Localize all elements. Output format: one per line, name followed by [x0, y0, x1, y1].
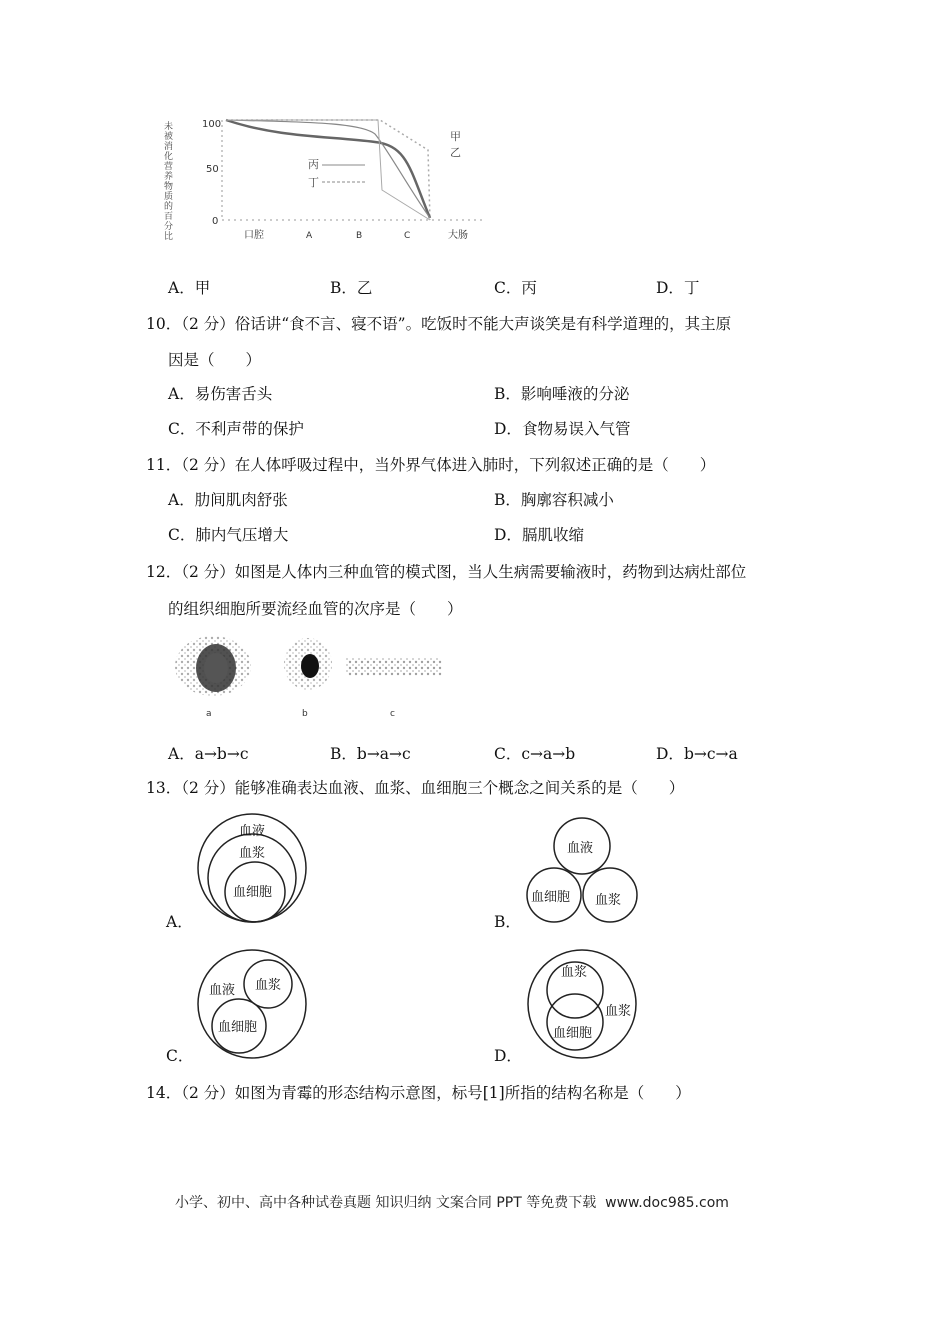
vessel-label-a: a — [206, 709, 212, 719]
option-letter: A． — [168, 279, 195, 297]
option-text: 丙 — [521, 279, 537, 297]
option-text: a→b→c — [194, 745, 249, 763]
venn-d — [525, 948, 640, 1060]
chart-x-tick: B — [356, 231, 363, 241]
option-letter: C． — [166, 1047, 194, 1065]
q10-stem-line1: 10．（2 分）俗话讲“食不言、寝不语”。吃饭时不能大声谈笑是有科学道理的，其主原 — [146, 315, 732, 333]
option-letter: D． — [494, 526, 522, 544]
q9-option-c[interactable] — [494, 278, 537, 298]
q11-option-c[interactable] — [168, 525, 288, 545]
q11-stem-line1: 11．（2 分）在人体呼吸过程中，当外界气体进入肺时，下列叙述正确的是（ ） — [146, 456, 716, 474]
option-text: 甲 — [194, 279, 211, 297]
option-letter: B． — [494, 491, 521, 509]
option-text: 肺内气压增大 — [195, 526, 289, 544]
footer-site-link[interactable]: www.doc985.com — [605, 1195, 729, 1211]
legend-bing: 丙 — [308, 158, 319, 171]
q9-option-d[interactable] — [656, 278, 699, 298]
option-text: 食物易误入气管 — [521, 420, 631, 438]
option-letter: B． — [494, 385, 521, 403]
venn-b-cell: 血细胞 — [531, 890, 571, 905]
option-text: 丁 — [683, 279, 700, 297]
venn-c-cell: 血细胞 — [218, 1020, 258, 1035]
option-text: b→c→a — [683, 745, 738, 763]
option-letter: C． — [168, 526, 196, 544]
option-letter: B． — [330, 279, 357, 297]
venn-c-plasma: 血浆 — [255, 978, 282, 993]
legend-jia: 甲 — [450, 130, 461, 143]
curve-bing — [226, 120, 430, 218]
option-text: 膈肌收缩 — [521, 526, 584, 544]
legend-ding: 丁 — [308, 176, 319, 189]
digestion-chart — [160, 110, 490, 245]
option-letter: A． — [168, 745, 195, 763]
option-letter: B． — [330, 745, 357, 763]
venn-a-plasma: 血浆 — [239, 846, 266, 861]
venn-b-plasma: 血浆 — [595, 893, 622, 908]
q13-option-b[interactable] — [494, 912, 521, 932]
option-text: 不利声带的保护 — [195, 420, 304, 438]
vessel-c — [346, 658, 442, 676]
q10-stem-line2: 因是（ ） — [168, 351, 262, 369]
q13-option-c[interactable] — [166, 1046, 193, 1066]
q11-option-d[interactable] — [494, 525, 584, 545]
q12-option-a[interactable] — [168, 744, 249, 764]
q12-stem-line2: 的组织细胞所要流经血管的次序是（ ） — [168, 600, 463, 618]
option-text: b→a→c — [356, 745, 411, 763]
q9-option-a[interactable] — [168, 278, 210, 298]
option-letter: C． — [494, 279, 522, 297]
venn-b — [522, 815, 642, 923]
q12-option-c[interactable] — [494, 744, 575, 764]
venn-b-blood: 血液 — [567, 841, 594, 856]
option-text: 肋间肌肉舒张 — [194, 491, 288, 509]
q13-option-d[interactable] — [494, 1046, 522, 1066]
chart-y-label-text: 未被消化营养物质的百分比 — [164, 122, 174, 242]
chart-y-tick: 50 — [206, 164, 219, 175]
option-letter: B． — [494, 913, 521, 931]
q14-stem-line1: 14．（2 分）如图为青霉的形态结构示意图，标号[1]所指的结构名称是（ ） — [146, 1084, 691, 1102]
q12-stem-line1: 12．（2 分）如图是人体内三种血管的模式图，当人生病需要输液时，药物到达病灶部位 — [146, 563, 747, 581]
q11-option-b[interactable] — [494, 490, 614, 510]
option-letter: D． — [656, 279, 684, 297]
venn-a-cell: 血细胞 — [233, 885, 273, 900]
venn-d-plasma-right: 血浆 — [605, 1004, 632, 1019]
q11-option-a[interactable] — [168, 490, 288, 510]
option-letter: C． — [168, 420, 196, 438]
page-footer — [175, 1192, 729, 1212]
chart-y-tick: 0 — [212, 216, 219, 227]
curve-yi — [226, 120, 430, 218]
q12-option-b[interactable] — [330, 744, 411, 764]
q13-stem-line1: 13．（2 分）能够准确表达血液、血浆、血细胞三个概念之间关系的是（ ） — [146, 779, 685, 797]
option-letter: A． — [168, 385, 195, 403]
chart-x-tick: 口腔 — [244, 230, 264, 241]
vessel-b — [284, 638, 332, 690]
vessel-a — [175, 636, 251, 696]
vessel-label-c: c — [390, 709, 395, 719]
chart-x-tick: 大肠 — [448, 230, 468, 241]
chart-x-tick: A — [306, 231, 313, 241]
q13-option-a[interactable] — [166, 912, 193, 932]
option-letter: D． — [656, 745, 684, 763]
q10-option-d[interactable] — [494, 419, 630, 439]
q12-option-d[interactable] — [656, 744, 738, 764]
q9-option-b[interactable] — [330, 278, 372, 298]
chart-x-tick: C — [404, 231, 411, 241]
vessel-label-b: b — [302, 709, 308, 719]
option-letter: D． — [494, 1047, 522, 1065]
option-letter: C． — [494, 745, 522, 763]
footer-text: 小学、初中、高中各种试卷真题 知识归纳 文案合同 PPT 等免费下载 — [175, 1195, 597, 1211]
venn-c-blood: 血液 — [209, 983, 236, 998]
option-text: c→a→b — [521, 745, 576, 763]
venn-d-plasma: 血浆 — [561, 965, 588, 980]
legend-yi: 乙 — [450, 146, 461, 159]
q10-option-c[interactable] — [168, 419, 304, 439]
venn-a — [195, 812, 310, 924]
chart-y-tick: 100 — [202, 119, 222, 130]
option-text: 乙 — [356, 279, 373, 297]
q10-option-a[interactable] — [168, 384, 272, 404]
option-letter: D． — [494, 420, 522, 438]
venn-d-cell: 血细胞 — [553, 1026, 593, 1041]
option-text: 影响唾液的分泌 — [520, 385, 630, 403]
venn-c — [195, 948, 310, 1060]
option-text: 胸廓容积减小 — [520, 491, 614, 509]
blood-vessels-figure — [168, 630, 448, 722]
option-text: 易伤害舌头 — [194, 385, 273, 403]
option-letter: A． — [168, 491, 195, 509]
q10-option-b[interactable] — [494, 384, 629, 404]
option-letter: A． — [166, 913, 193, 931]
venn-a-blood: 血液 — [239, 824, 266, 839]
